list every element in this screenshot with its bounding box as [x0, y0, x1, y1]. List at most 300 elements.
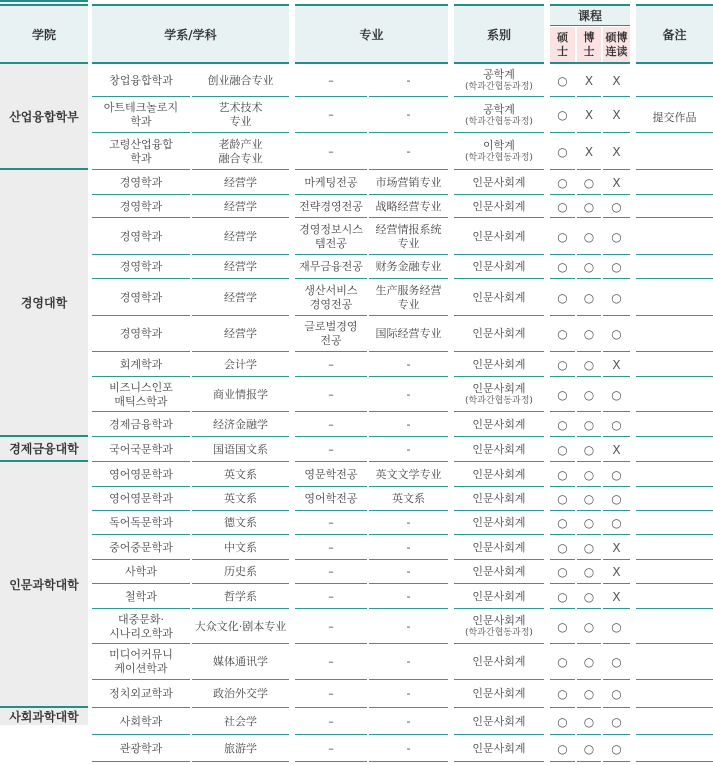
combined-cell: [603, 412, 630, 437]
major-chinese-text: 国际经营专业: [375, 327, 442, 340]
major-korean-cell: [295, 352, 367, 377]
doctor-cell: [577, 97, 601, 133]
master-text: ○: [557, 357, 568, 372]
major-chinese-text: -: [406, 387, 411, 401]
major-korean-cell: [295, 64, 367, 97]
major-chinese-cell: [369, 377, 448, 412]
row-divider: [636, 707, 713, 708]
series-cell: [454, 64, 544, 97]
series-cell: [454, 255, 544, 279]
dept-korean-cell: [92, 97, 190, 133]
doctor-text: ○: [583, 467, 595, 482]
dept-chinese-text: 会计学: [224, 357, 257, 371]
doctor-cell: [577, 377, 601, 412]
series-text: 인문사회계: [472, 290, 526, 304]
dept-korean-cell: [92, 487, 190, 511]
major-korean-cell: [295, 609, 367, 644]
series-text: 인문사회계: [472, 417, 526, 431]
dept-chinese-cell: [192, 97, 289, 133]
dept-korean-text: 고령산업융합: [109, 137, 173, 151]
row-divider: [636, 217, 713, 218]
combined-cell: [603, 708, 630, 735]
combined-cell: [603, 437, 630, 462]
combined-cell: [603, 170, 630, 195]
dept-chinese-text: 德文系: [224, 516, 257, 529]
series-text: 인문사회계: [472, 540, 526, 554]
doctor-cell: [577, 437, 601, 462]
major-korean-cell: [295, 535, 367, 560]
doctor-cell: [577, 735, 601, 762]
dept-chinese-text: 经营学: [224, 199, 257, 213]
doctor-cell: [577, 680, 601, 708]
master-cell: [550, 462, 575, 487]
major-korean-text: –: [328, 144, 334, 158]
dept-korean-text: 경영학과: [119, 229, 163, 243]
major-chinese-text: -: [406, 540, 411, 554]
master-cell: [550, 437, 575, 462]
master-cell: [550, 218, 575, 255]
doctor-text: ○: [583, 260, 595, 274]
master-text: ○: [557, 144, 568, 159]
dept-chinese-text: 商业情报学: [213, 387, 268, 401]
series-cell: [454, 584, 544, 609]
dept-chinese-cell: [192, 64, 289, 97]
major-chinese-text: -: [406, 516, 411, 529]
dept-korean-text: 경영학과: [119, 199, 163, 213]
row-divider: [636, 761, 713, 762]
major-chinese-text: 英文系: [392, 492, 425, 505]
doctor-cell: [577, 584, 601, 609]
major-chinese-cell: [369, 511, 448, 535]
major-chinese-text: 专业: [397, 297, 420, 311]
major-chinese-text: -: [406, 714, 411, 728]
row-divider: [550, 761, 575, 762]
major-chinese-text: 战略经营专业: [375, 199, 442, 213]
major-chinese-cell: [369, 487, 448, 511]
combined-text: ○: [611, 492, 622, 506]
major-korean-text: –: [328, 589, 334, 603]
combined-text: ○: [611, 260, 622, 274]
header-major: 专业: [295, 4, 448, 64]
row-divider: [636, 461, 713, 462]
dept-chinese-cell: [192, 279, 289, 316]
series-text: 공학계: [483, 68, 515, 81]
major-chinese-cell: [369, 584, 448, 609]
dept-korean-text: 관광학과: [119, 741, 163, 755]
major-chinese-cell: [369, 412, 448, 437]
doctor-text: ○: [583, 357, 595, 372]
doctor-cell: [577, 352, 601, 377]
major-korean-cell: [295, 487, 367, 511]
major-korean-text: –: [328, 714, 334, 728]
major-korean-text: –: [328, 540, 334, 554]
dept-korean-cell: [92, 218, 190, 255]
major-chinese-text: -: [406, 589, 411, 603]
dept-korean-cell: [92, 609, 190, 644]
doctor-cell: [577, 535, 601, 560]
dept-korean-cell: [92, 64, 190, 97]
dept-korean-cell: [92, 462, 190, 487]
dept-korean-text: 경제금융학과: [109, 417, 173, 431]
major-chinese-text: -: [406, 73, 411, 87]
combined-text: ○: [611, 199, 622, 214]
major-chinese-cell: [369, 195, 448, 218]
dept-chinese-cell: [192, 609, 289, 644]
major-chinese-cell: [369, 64, 448, 97]
row-divider: [636, 486, 713, 487]
combined-text: ○: [611, 714, 622, 729]
dept-korean-text: 독어독문학과: [109, 516, 173, 529]
major-korean-text: 전공: [320, 334, 342, 347]
master-text: ○: [557, 73, 568, 88]
dept-korean-text: 비즈니스인포: [109, 380, 173, 394]
master-text: ○: [557, 741, 568, 756]
master-cell: [550, 584, 575, 609]
major-chinese-cell: [369, 352, 448, 377]
master-text: ○: [557, 589, 568, 604]
major-chinese-text: -: [406, 565, 411, 578]
master-cell: [550, 279, 575, 316]
dept-chinese-text: 媒体通讯学: [213, 655, 268, 668]
combined-cell: [603, 133, 630, 170]
major-chinese-cell: [369, 279, 448, 316]
series-cell: [454, 352, 544, 377]
major-korean-text: 경영전공: [309, 297, 353, 311]
major-korean-text: 영문학전공: [304, 467, 358, 481]
header-combined: 硕博 连读: [603, 27, 630, 62]
major-korean-text: –: [328, 108, 334, 121]
series-text: 인문사회계: [472, 687, 526, 700]
master-text: ○: [557, 175, 568, 190]
combined-text: ○: [611, 387, 622, 402]
series-cell: [454, 462, 544, 487]
dept-korean-cell: [92, 352, 190, 377]
major-chinese-text: -: [406, 655, 411, 668]
major-korean-text: 마케팅전공: [304, 175, 358, 189]
master-cell: [550, 487, 575, 511]
doctor-text: ○: [583, 442, 595, 457]
row-divider: [636, 411, 713, 412]
dept-korean-cell: [92, 255, 190, 279]
major-chinese-cell: [369, 560, 448, 584]
dept-chinese-text: 艺术技术: [218, 101, 263, 114]
dept-chinese-cell: [192, 412, 289, 437]
series-cell: [454, 218, 544, 255]
major-korean-cell: [295, 680, 367, 708]
row-divider: [192, 761, 289, 762]
master-cell: [550, 609, 575, 644]
doctor-text: ○: [583, 655, 595, 669]
row-divider: [603, 761, 630, 762]
series-text: 인문사회계: [472, 516, 526, 529]
dept-chinese-cell: [192, 584, 289, 609]
major-korean-text: –: [328, 442, 334, 456]
combined-cell: [603, 377, 630, 412]
combined-cell: [603, 487, 630, 511]
series-note: (학과간협동과정): [465, 116, 533, 127]
master-cell: [550, 255, 575, 279]
major-chinese-cell: [369, 170, 448, 195]
major-korean-cell: [295, 462, 367, 487]
doctor-cell: [577, 195, 601, 218]
major-korean-text: –: [328, 655, 334, 668]
doctor-cell: [577, 560, 601, 584]
dept-korean-cell: [92, 279, 190, 316]
doctor-text: ○: [583, 175, 595, 190]
doctor-cell: [577, 218, 601, 255]
dept-chinese-text: 国语国文系: [213, 442, 268, 456]
doctor-text: ○: [583, 387, 595, 402]
dept-korean-cell: [92, 560, 190, 584]
combined-text: X: [612, 589, 621, 604]
dept-korean-cell: [92, 644, 190, 680]
doctor-text: ○: [583, 714, 595, 729]
dept-chinese-text: 历史系: [224, 565, 257, 578]
dept-korean-text: 학과: [130, 115, 152, 128]
major-chinese-text: 财务金融专业: [375, 260, 442, 273]
major-chinese-text: -: [406, 417, 411, 431]
major-chinese-cell: [369, 133, 448, 170]
combined-cell: [603, 218, 630, 255]
combined-text: ○: [611, 417, 622, 432]
master-text: ○: [557, 565, 568, 579]
major-chinese-cell: [369, 255, 448, 279]
header-dept: 学系/学科: [92, 4, 289, 64]
major-chinese-cell: [369, 535, 448, 560]
series-text: 인문사회계: [472, 382, 526, 395]
series-note: (학과간협동과정): [465, 628, 533, 638]
row-divider: [636, 734, 713, 735]
row-divider: [636, 376, 713, 377]
master-cell: [550, 352, 575, 377]
row-divider: [636, 351, 713, 352]
series-cell: [454, 535, 544, 560]
major-korean-text: –: [328, 387, 334, 401]
combined-cell: [603, 64, 630, 97]
combined-cell: [603, 352, 630, 377]
series-cell: [454, 316, 544, 352]
dept-korean-cell: [92, 316, 190, 352]
major-chinese-text: -: [406, 619, 411, 633]
series-text: 인문사회계: [472, 357, 526, 371]
dept-korean-cell: [92, 437, 190, 462]
major-chinese-text: -: [406, 144, 411, 158]
dept-chinese-cell: [192, 735, 289, 762]
remark-text: 提交作品: [652, 111, 697, 124]
row-divider: [295, 761, 367, 762]
master-text: ○: [557, 687, 568, 701]
dept-chinese-text: 经营学: [224, 290, 257, 304]
dept-korean-text: 미디어커뮤니: [109, 648, 173, 661]
combined-cell: [603, 279, 630, 316]
major-korean-cell: [295, 218, 367, 255]
doctor-cell: [577, 170, 601, 195]
master-text: ○: [557, 442, 568, 457]
doctor-text: X: [584, 73, 594, 88]
row-divider: [454, 761, 544, 762]
combined-text: ○: [611, 655, 622, 669]
dept-korean-text: 아트테크놀로지: [103, 101, 179, 114]
college-divider: [0, 0, 88, 2]
master-cell: [550, 680, 575, 708]
major-chinese-cell: [369, 462, 448, 487]
row-divider: [636, 194, 713, 195]
major-chinese-text: 英文文学专业: [375, 467, 442, 481]
major-chinese-text: -: [406, 357, 411, 371]
combined-text: ○: [611, 327, 622, 341]
dept-korean-text: 대중문화·: [117, 612, 164, 626]
master-cell: [550, 560, 575, 584]
doctor-cell: [577, 279, 601, 316]
major-korean-cell: [295, 279, 367, 316]
doctor-cell: [577, 708, 601, 735]
dept-korean-cell: [92, 377, 190, 412]
doctor-text: ○: [583, 516, 595, 530]
college-name: 경영대학: [0, 170, 88, 435]
college-name: 사회과학대학: [0, 708, 88, 725]
dept-chinese-text: 英文系: [224, 467, 257, 481]
combined-cell: [603, 462, 630, 487]
dept-korean-cell: [92, 708, 190, 735]
row-divider: [636, 278, 713, 279]
major-korean-text: 전략경영전공: [299, 199, 363, 213]
series-text: 인문사회계: [472, 492, 526, 505]
combined-text: X: [612, 540, 621, 555]
series-cell: [454, 195, 544, 218]
major-korean-text: –: [328, 417, 334, 431]
college-name: 인문과학대학: [0, 462, 88, 706]
series-cell: [454, 279, 544, 316]
combined-cell: [603, 195, 630, 218]
dept-korean-text: 경영학과: [119, 327, 163, 340]
dept-chinese-text: 哲学系: [224, 589, 257, 603]
doctor-cell: [577, 316, 601, 352]
row-divider: [636, 583, 713, 584]
major-chinese-text: -: [406, 687, 411, 700]
dept-chinese-text: 旅游学: [224, 741, 257, 755]
dept-chinese-cell: [192, 487, 289, 511]
major-korean-text: 글로벌경영: [304, 320, 358, 333]
master-text: ○: [557, 229, 568, 244]
master-text: ○: [557, 540, 568, 555]
doctor-cell: [577, 511, 601, 535]
dept-chinese-cell: [192, 133, 289, 170]
dept-korean-text: 중어중문학과: [109, 540, 173, 554]
dept-chinese-cell: [192, 170, 289, 195]
header-series: 系别: [454, 4, 544, 64]
doctor-text: ○: [583, 589, 595, 604]
series-text: 인문사회계: [472, 442, 526, 456]
row-divider: [636, 559, 713, 560]
dept-korean-cell: [92, 680, 190, 708]
series-text: 인문사회계: [472, 714, 526, 728]
master-cell: [550, 377, 575, 412]
dept-korean-cell: [92, 735, 190, 762]
master-text: ○: [557, 290, 568, 305]
dept-korean-text: 케이션학과: [114, 662, 168, 675]
row-divider: [636, 608, 713, 609]
major-korean-text: 생산서비스: [304, 283, 358, 297]
dept-chinese-text: 经营学: [224, 175, 257, 189]
dept-korean-text: 영어영문학과: [109, 492, 173, 505]
dept-chinese-cell: [192, 316, 289, 352]
master-cell: [550, 535, 575, 560]
dept-chinese-text: 英文系: [224, 492, 257, 505]
dept-chinese-cell: [192, 462, 289, 487]
dept-korean-text: 회계학과: [119, 357, 163, 371]
major-chinese-text: -: [406, 741, 411, 755]
combined-text: X: [612, 357, 621, 372]
dept-korean-text: 경영학과: [119, 175, 163, 189]
major-chinese-text: -: [406, 442, 411, 456]
doctor-cell: [577, 133, 601, 170]
doctor-text: ○: [583, 229, 595, 244]
major-korean-cell: [295, 735, 367, 762]
major-korean-cell: [295, 133, 367, 170]
combined-text: ○: [611, 687, 622, 701]
row-divider: [636, 436, 713, 437]
dept-chinese-text: 融合专业: [218, 151, 263, 165]
dept-korean-text: 사회학과: [119, 714, 163, 728]
combined-text: ○: [611, 467, 622, 482]
doctor-text: ○: [583, 687, 595, 701]
dept-korean-cell: [92, 584, 190, 609]
combined-text: ○: [611, 229, 622, 244]
dept-korean-text: 시나리오학과: [109, 626, 173, 640]
series-cell: [454, 97, 544, 133]
major-chinese-cell: [369, 218, 448, 255]
header-remark: 备注: [636, 4, 713, 64]
major-korean-cell: [295, 560, 367, 584]
row-divider: [636, 679, 713, 680]
master-cell: [550, 708, 575, 735]
series-note: (학과간협동과정): [465, 396, 533, 406]
doctor-text: ○: [583, 290, 595, 305]
doctor-cell: [577, 644, 601, 680]
major-korean-cell: [295, 377, 367, 412]
doctor-cell: [577, 64, 601, 97]
major-chinese-text: 生产服务经营: [375, 283, 442, 297]
series-text: 인문사회계: [472, 260, 526, 273]
series-cell: [454, 708, 544, 735]
combined-cell: [603, 511, 630, 535]
row-divider: [636, 254, 713, 255]
major-korean-cell: [295, 170, 367, 195]
header-course: 课程: [550, 4, 630, 26]
doctor-cell: [577, 462, 601, 487]
row-divider: [636, 643, 713, 644]
dept-chinese-cell: [192, 218, 289, 255]
dept-chinese-cell: [192, 195, 289, 218]
major-chinese-text: -: [406, 108, 411, 121]
major-korean-text: 템전공: [315, 236, 347, 250]
dept-korean-text: 창업융합학과: [109, 73, 173, 87]
row-divider: [92, 761, 190, 762]
dept-chinese-text: 创业融合专业: [207, 73, 274, 87]
series-text: 인문사회계: [472, 327, 526, 340]
doctor-text: ○: [583, 417, 595, 432]
row-divider: [636, 510, 713, 511]
master-text: ○: [557, 199, 568, 214]
doctor-text: ○: [583, 540, 595, 555]
series-cell: [454, 377, 544, 412]
dept-korean-cell: [92, 511, 190, 535]
series-text: 인문사회계: [472, 565, 526, 578]
major-chinese-cell: [369, 680, 448, 708]
dept-chinese-text: 社会学: [224, 714, 257, 728]
major-korean-text: –: [328, 619, 334, 633]
series-cell: [454, 680, 544, 708]
